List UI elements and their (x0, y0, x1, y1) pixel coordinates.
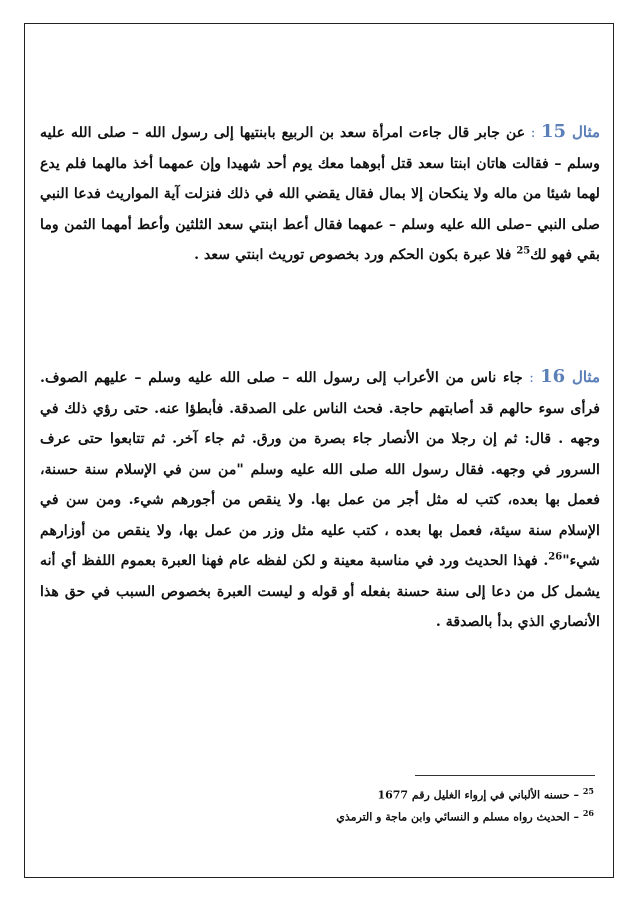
example-16-text-end: . فهذا الحديث ورد في مناسبة معينة و لكن لفظه عام فهنا العبرة بعموم اللفظ أي أنه يشمل كل من دعا إلى سنة حسنة بفعله أو قوله و ليست العبرة بخصوص السبب في حق هذا الأنصاري الذي بدأ بالصدقة . (40, 553, 600, 630)
example-colon: : (525, 125, 541, 141)
example-15-paragraph (40, 117, 600, 271)
footnote-ref-25[interactable]: 25 (516, 245, 531, 257)
footnote-ref-26[interactable]: 26 (548, 551, 563, 563)
example-16-text: جاء ناس من الأعراب إلى رسول الله – صلى الله عليه وسلم – عليهم الصوف. فرأى سوء حالهم قد أصابتهم حاجة. فحث الناس على الصدقة. فأبطؤا عنه. حتى رؤي ذلك في وجهه . قال: ثم إن رجلا من الأنصار جاء بصرة من ورق. ثم جاء آخر. ثم تتابعوا حتى عرف السرور في وجهه. فقال رسول الله صلى الله عليه وسلم "من سن في الإسلام سنة حسنة، فعمل بها بعده، كتب له مثل أجر من عمل بها. ولا ينقص من أجورهم شيء. ومن سن في الإسلام سنة سيئة، فعمل بها بعده ، كتب عليه مثل وزر من عمل بها، ولا ينقص من أوزارهم شيء" (40, 370, 600, 569)
footnote-separator (415, 775, 595, 776)
footnote-number: 26 (582, 808, 594, 818)
example-number: 15 (540, 121, 567, 142)
example-16-paragraph (40, 362, 600, 638)
example-label: مثال (571, 368, 600, 386)
footnote-26 (336, 808, 594, 824)
example-15-text-end: فلا عبرة بكون الحكم ورد بخصوص توريث ابنتي سعد . (194, 247, 517, 263)
footnote-text: – حسنه الألباني في إرواء الغليل رقم 1677 (377, 788, 580, 802)
footnote-text: – الحديث رواه مسلم و النسائي وابن ماجة و الترمذي (336, 810, 580, 824)
example-number: 16 (540, 366, 566, 387)
example-15-text: عن جابر قال جاءت امرأة سعد بن الربيع بابنتيها إلى رسول الله – صلى الله عليه وسلم – فقالت هاتان ابنتا سعد قتل أبوهما معك يوم أحد شهيدا وإن عمهما أخذ مالهما فلم يدع لهما شيئا من ماله ولا ينكحان إلا بمال فقال يقضي الله في ذلك فنزلت آية المواريث فدعا النبي صلى النبي –صلى الله عليه وسلم – عمهما فقال أعط ابنتي سعد الثلثين وأعط أمهما الثمن وما بقي فهو لك (40, 125, 600, 263)
footnote-25 (377, 786, 594, 802)
example-label: مثال (571, 123, 600, 141)
example-colon: : (522, 370, 541, 386)
footnote-number: 25 (582, 786, 594, 796)
